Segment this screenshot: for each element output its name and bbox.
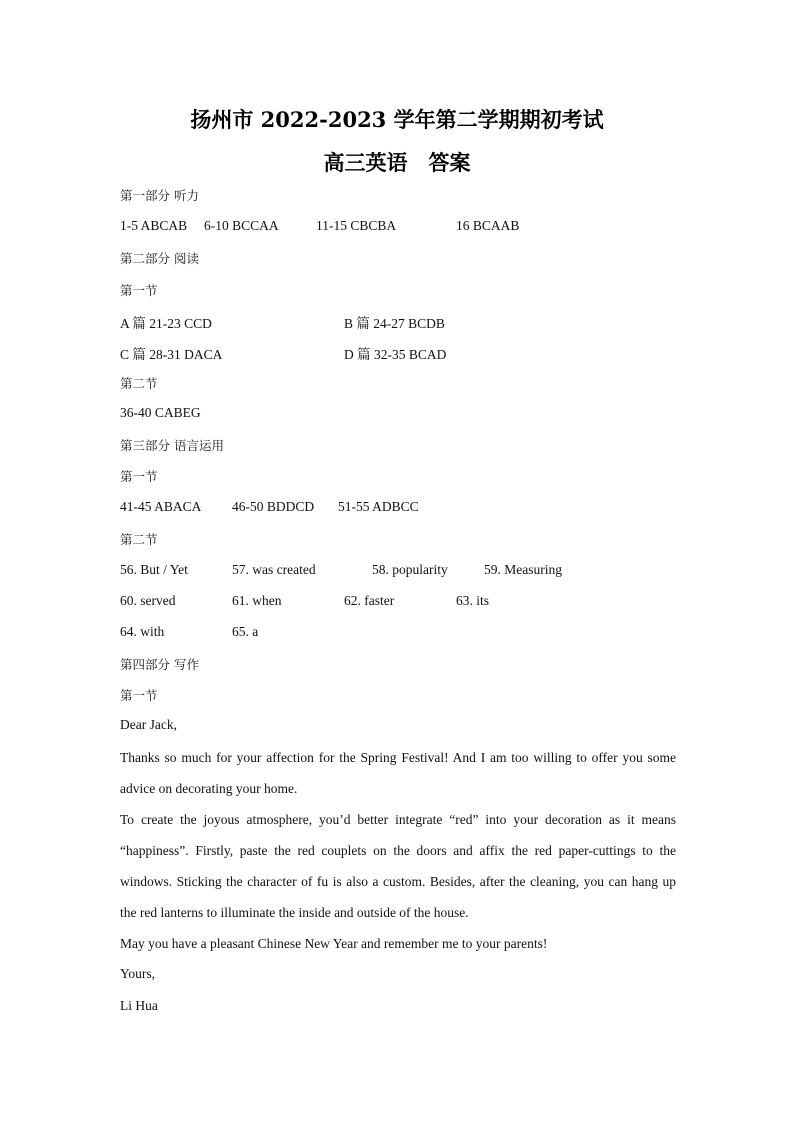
part2-section1-heading: 第一节 [120, 283, 158, 298]
answer-item: 51-55 ADBCC [338, 499, 419, 514]
part3-section2-heading: 第二节 [120, 532, 158, 547]
part3-heading: 第三部分 语言运用 [120, 438, 224, 453]
answer-item: 57. was created [232, 562, 316, 577]
answer-item: 60. served [120, 593, 176, 608]
answer-item: 59. Measuring [484, 562, 562, 577]
part4-heading: 第四部分 写作 [120, 657, 199, 672]
part3-section1-heading: 第一节 [120, 469, 158, 484]
answer-item: C 篇 28-31 DACA [120, 347, 223, 362]
answer-item: 6-10 BCCAA [204, 218, 279, 233]
answer-item: 11-15 CBCBA [316, 218, 397, 233]
answer-item: 61. when [232, 593, 282, 608]
letter-closing: Yours, [120, 966, 156, 981]
answer-item: 58. popularity [372, 562, 448, 577]
page-subtitle: 高三英语 答案 [323, 150, 471, 175]
answer-item: 1-5 ABCAB [120, 218, 188, 233]
letter-signature: Li Hua [120, 998, 158, 1013]
letter-paragraph: May you have a pleasant Chinese New Year and remember me to your parents! [120, 936, 548, 951]
answer-item: 63. its [456, 593, 490, 608]
answer-item: 65. a [232, 624, 259, 639]
part2-heading: 第二部分 阅读 [120, 251, 199, 266]
part4-section1-heading: 第一节 [120, 688, 158, 703]
answer-item: 56. But / Yet [120, 562, 188, 577]
answer-item: 62. faster [344, 593, 395, 608]
page-title: 扬州市 2022-2023 学年第二学期期初考试 [190, 107, 604, 132]
answer-item: B 篇 24-27 BCDB [344, 316, 445, 331]
answer-item: A 篇 21-23 CCD [120, 316, 212, 331]
part1-heading: 第一部分 听力 [120, 188, 199, 203]
answer-item: 64. with [120, 624, 165, 639]
letter-paragraph: Thanks so much for your affection for the Spring Festival! And I am too willing to offer you some advice on decorating your home. [120, 750, 676, 796]
letter-paragraph: To create the joyous atmosphere, you’d better integrate “red” into your decoration as it means “happiness”. Firstly, paste the red couplets on the doors and affix the red paper-cuttings to the windows. Sticking the character of fu is also a custom. Besides, after the cleaning, you can hang up the red lanterns to illuminate the inside and outside of the house. [120, 812, 676, 920]
part2-section2-heading: 第二节 [120, 376, 158, 391]
answer-item: 36-40 CABEG [120, 405, 201, 420]
answer-item: 41-45 ABACA [120, 499, 202, 514]
answer-item: D 篇 32-35 BCAD [344, 347, 447, 362]
letter-salutation: Dear Jack, [120, 717, 177, 732]
answer-item: 46-50 BDDCD [232, 499, 315, 514]
answer-item: 16 BCAAB [456, 218, 520, 233]
